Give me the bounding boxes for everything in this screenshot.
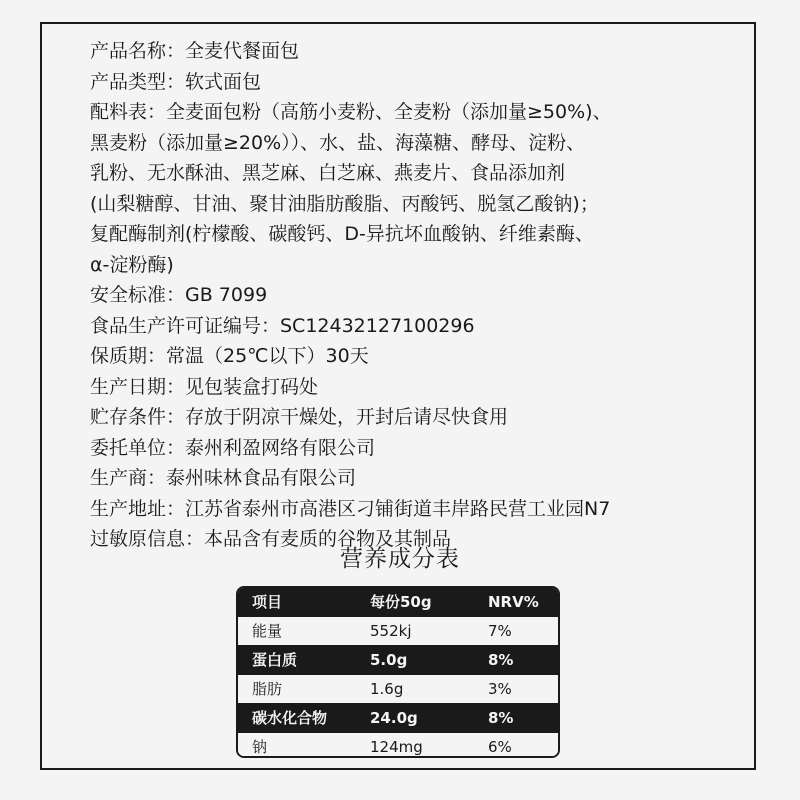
manufacturer-line: 生产商：泰州味林食品有限公司 — [90, 467, 357, 489]
row-item: 脂肪 — [252, 680, 283, 698]
row-nrv: 7% — [488, 622, 512, 640]
address-line: 生产地址：江苏省泰州市高港区刁铺街道丰岸路民营工业园N7 — [90, 497, 611, 520]
row-item: 碳水化合物 — [252, 709, 328, 727]
storage-line: 贮存条件：存放于阴凉干燥处，开封后请尽快食用 — [90, 406, 509, 428]
row-item: 能量 — [252, 622, 283, 640]
safety-standard-line: 安全标准：GB 7099 — [90, 284, 268, 306]
row-nrv: 6% — [488, 738, 512, 756]
row-per-serving: 552kj — [370, 622, 412, 640]
header-per-serving: 每份50g — [370, 593, 432, 611]
header-nrv: NRV% — [488, 593, 539, 611]
row-nrv: 3% — [488, 680, 512, 698]
header-item: 项目 — [252, 593, 283, 611]
ingredients-line-1: 配料表：全麦面包粉（高筋小麦粉、全麦粉（添加量≥50%)、 — [90, 101, 612, 123]
nutrition-row-energy — [238, 617, 558, 646]
product-name-line: 产品名称：全麦代餐面包 — [90, 40, 300, 62]
row-per-serving: 124mg — [370, 738, 423, 756]
row-per-serving: 1.6g — [370, 680, 404, 698]
ingredients-line-4: (山梨糖醇、甘油、聚甘油脂肪酸脂、丙酸钙、脱氢乙酸钠)； — [90, 192, 599, 215]
ingredients-line-5: 复配酶制剂(柠檬酸、碳酸钙、D-异抗坏血酸钠、纤维素酶、 — [90, 223, 594, 245]
row-per-serving: 24.0g — [370, 709, 418, 727]
nutrition-row-sodium — [238, 733, 558, 758]
row-item: 蛋白质 — [252, 651, 298, 669]
production-date-line: 生产日期：见包装盒打码处 — [90, 375, 319, 398]
ingredients-line-3: 乳粉、无水酥油、黑芝麻、白芝麻、燕麦片、食品添加剂 — [90, 162, 566, 184]
nutrition-title: 营养成分表 — [340, 546, 460, 572]
allergen-line: 过敏原信息：本品含有麦质的谷物及其制品 — [90, 528, 452, 550]
production-license-line: 食品生产许可证编号：SC12432127100296 — [90, 314, 475, 337]
nutrition-row-carbohydrate — [238, 704, 558, 733]
ingredients-line-6: α-淀粉酶) — [90, 253, 174, 276]
row-item: 钠 — [252, 738, 268, 756]
nutrition-header-row — [238, 588, 558, 617]
nutrition-row-fat — [238, 675, 558, 704]
row-per-serving: 5.0g — [370, 651, 408, 669]
nutrition-table — [236, 586, 560, 758]
row-nrv: 8% — [488, 651, 514, 669]
product-type-line: 产品类型：软式面包 — [90, 70, 262, 93]
shelf-life-line: 保质期：常温（25℃以下）30天 — [90, 345, 369, 367]
row-nrv: 8% — [488, 709, 514, 727]
nutrition-row-protein — [238, 646, 558, 675]
commissioner-line: 委托单位：泰州利盈网络有限公司 — [90, 436, 376, 459]
product-info — [90, 36, 750, 555]
ingredients-line-2: 黑麦粉（添加量≥20%））、水、盐、海藻糖、酵母、淀粉、 — [90, 131, 586, 154]
